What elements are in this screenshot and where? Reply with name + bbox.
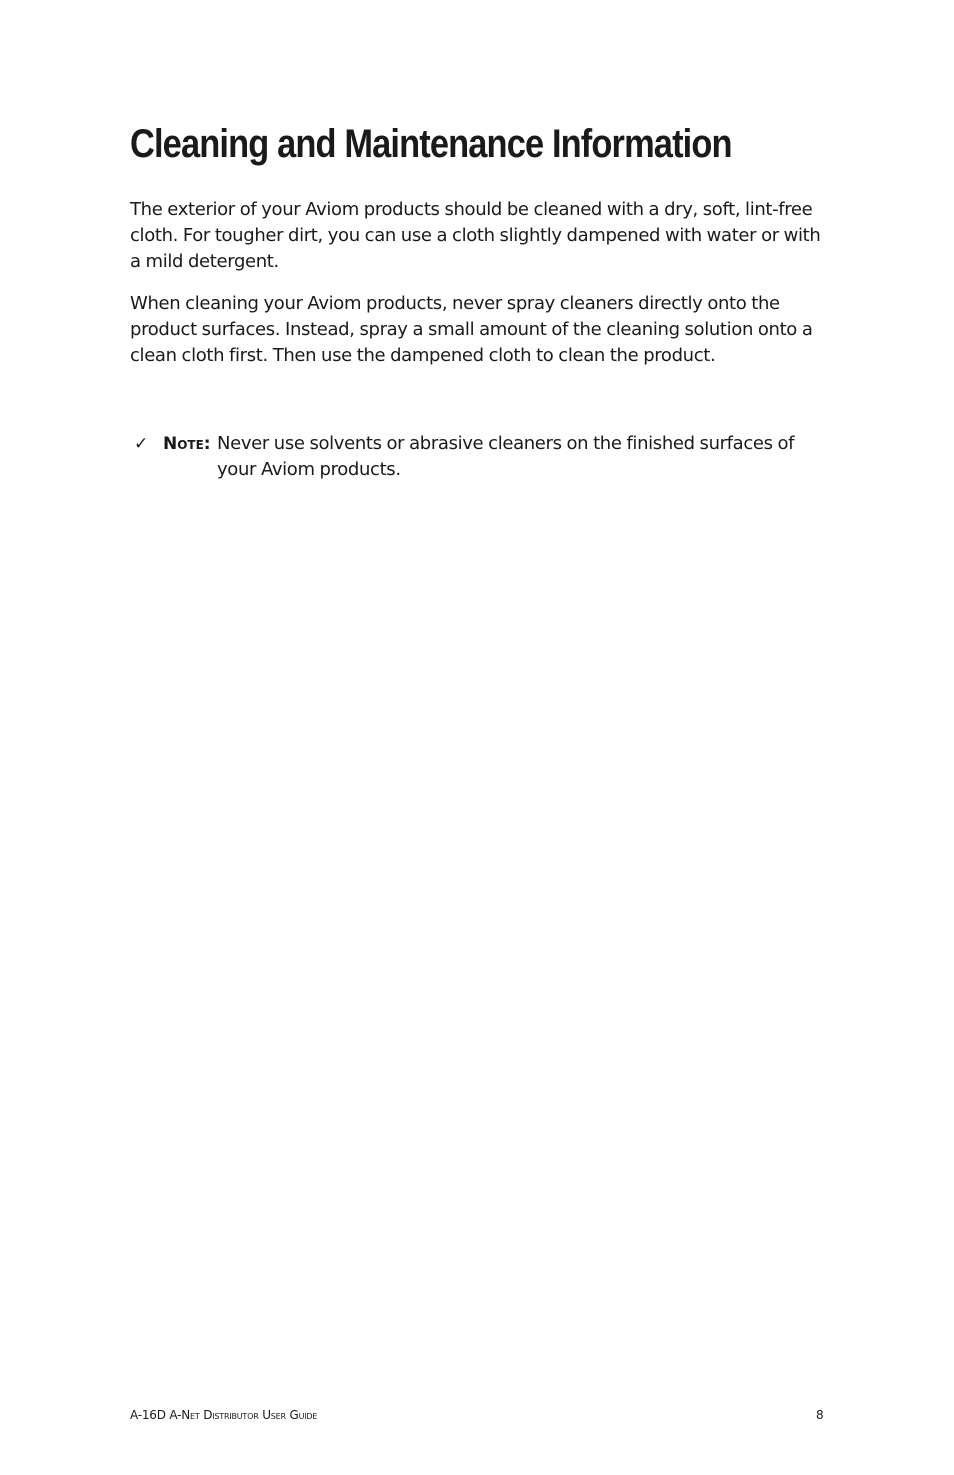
note-label: Note:	[163, 434, 211, 454]
page-number: 8	[816, 1408, 824, 1422]
checkmark-icon: ✓	[134, 434, 148, 454]
footer-guide-title: A-16D A-Net Distributor User Guide	[130, 1408, 318, 1422]
body-paragraph-spray-instructions: When cleaning your Aviom products, never spray cleaners directly onto the product surfaces. Instead, spray a small amount of the cleaning solution onto a clean cloth first. Then use the dampened cloth to clean the product.	[130, 293, 813, 366]
body-paragraph-cleaning: The exterior of your Aviom products should be cleaned with a dry, soft, lint-free cloth. For tougher dirt, you can use a cloth slightly dampened with water or with a mild detergent.	[130, 199, 821, 272]
note-text: Never use solvents or abrasive cleaners on the finished surfaces of your Aviom products.	[217, 433, 795, 480]
page-title: Cleaning and Maintenance Information	[130, 122, 732, 166]
